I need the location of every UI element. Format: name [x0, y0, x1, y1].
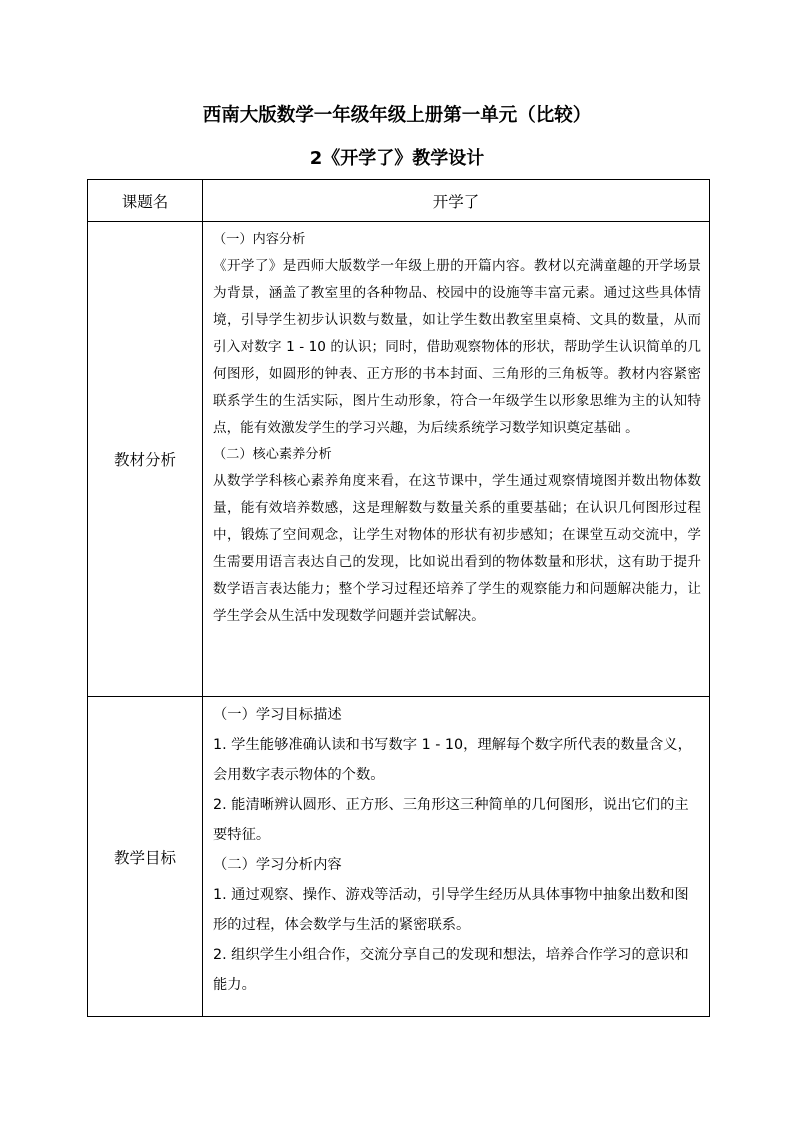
material-analysis-label: 教材分析 [88, 222, 203, 697]
teaching-goals-content [203, 697, 710, 1017]
section-paragraph: 从数学学科核心素养角度来看，在这节课中，学生通过观察情境图并数出物体数量，能有效培养数感，这是理解数与数量关系的重要基础；在认识几何图形过程中，锻炼了空间观念，让学生对物体的形状有初步感知；在课堂互动交流中，学生需要用语言表达自己的发现，比如说出看到的物体数量和形状，这有助于提升数学语言表达能力；整个学习过程还培养了学生的观察能力和问题解决能力，让学生学会从生活中发现数学问题并尝试解决。 [213, 473, 701, 624]
section-paragraph: 《开学了》是西师大版数学一年级上册的开篇内容。教材以充满童趣的开学场景为背景，涵盖了教室里的各种物品、校园中的设施等丰富元素。通过这些具体情境，引导学生初步认识数与数量，如让学生数出教室里桌椅、文具的数量，从而引入对数字 1 - 10 的认识；同时，借助观察物体的形状，帮助学生认识简单的几何图形，如圆形的钟表、正方形的书本封面、三角形的三角板等。教材内容紧密联系学生的生活实际，图片生动形象，符合一年级学生以形象思维为主的认知特点，能有效激发学生的学习兴趣，为后续系统学习数学知识奠定基础 。 [213, 258, 701, 436]
topic-value: 开学了 [203, 180, 710, 222]
teaching-goals-label: 教学目标 [88, 697, 203, 1017]
list-item: 2. 能清晰辨认圆形、正方形、三角形这三种简单的几何图形，说出它们的主要特征。 [213, 797, 689, 843]
table-row-material-analysis [88, 222, 710, 697]
list-item: 1. 学生能够准确认读和书写数字 1 - 10，理解每个数字所代表的数量含义，会用数字表示物体的个数。 [213, 737, 692, 783]
lesson-plan-table [87, 179, 710, 1017]
list-item: 1. 通过观察、操作、游戏等活动，引导学生经历从具体事物中抽象出数和图形的过程，体会数学与生活的紧密联系。 [213, 887, 689, 933]
document-title: 西南大版数学一年级年级上册第一单元（比较） [202, 105, 592, 126]
table-row-teaching-goals [88, 697, 710, 1017]
section-heading: （二）学习分析内容 [213, 857, 342, 873]
topic-label: 课题名 [88, 180, 203, 222]
list-item: 2. 组织学生小组合作，交流分享自己的发现和想法，培养合作学习的意识和能力。 [213, 947, 689, 993]
section-heading: （一）内容分析 [213, 232, 306, 247]
material-analysis-content [203, 222, 710, 697]
section-heading: （一）学习目标描述 [213, 707, 342, 723]
table-row-topic [88, 180, 710, 222]
document-subtitle: 2《开学了》教学设计 [309, 148, 485, 169]
section-heading: （二）核心素养分析 [213, 447, 332, 462]
